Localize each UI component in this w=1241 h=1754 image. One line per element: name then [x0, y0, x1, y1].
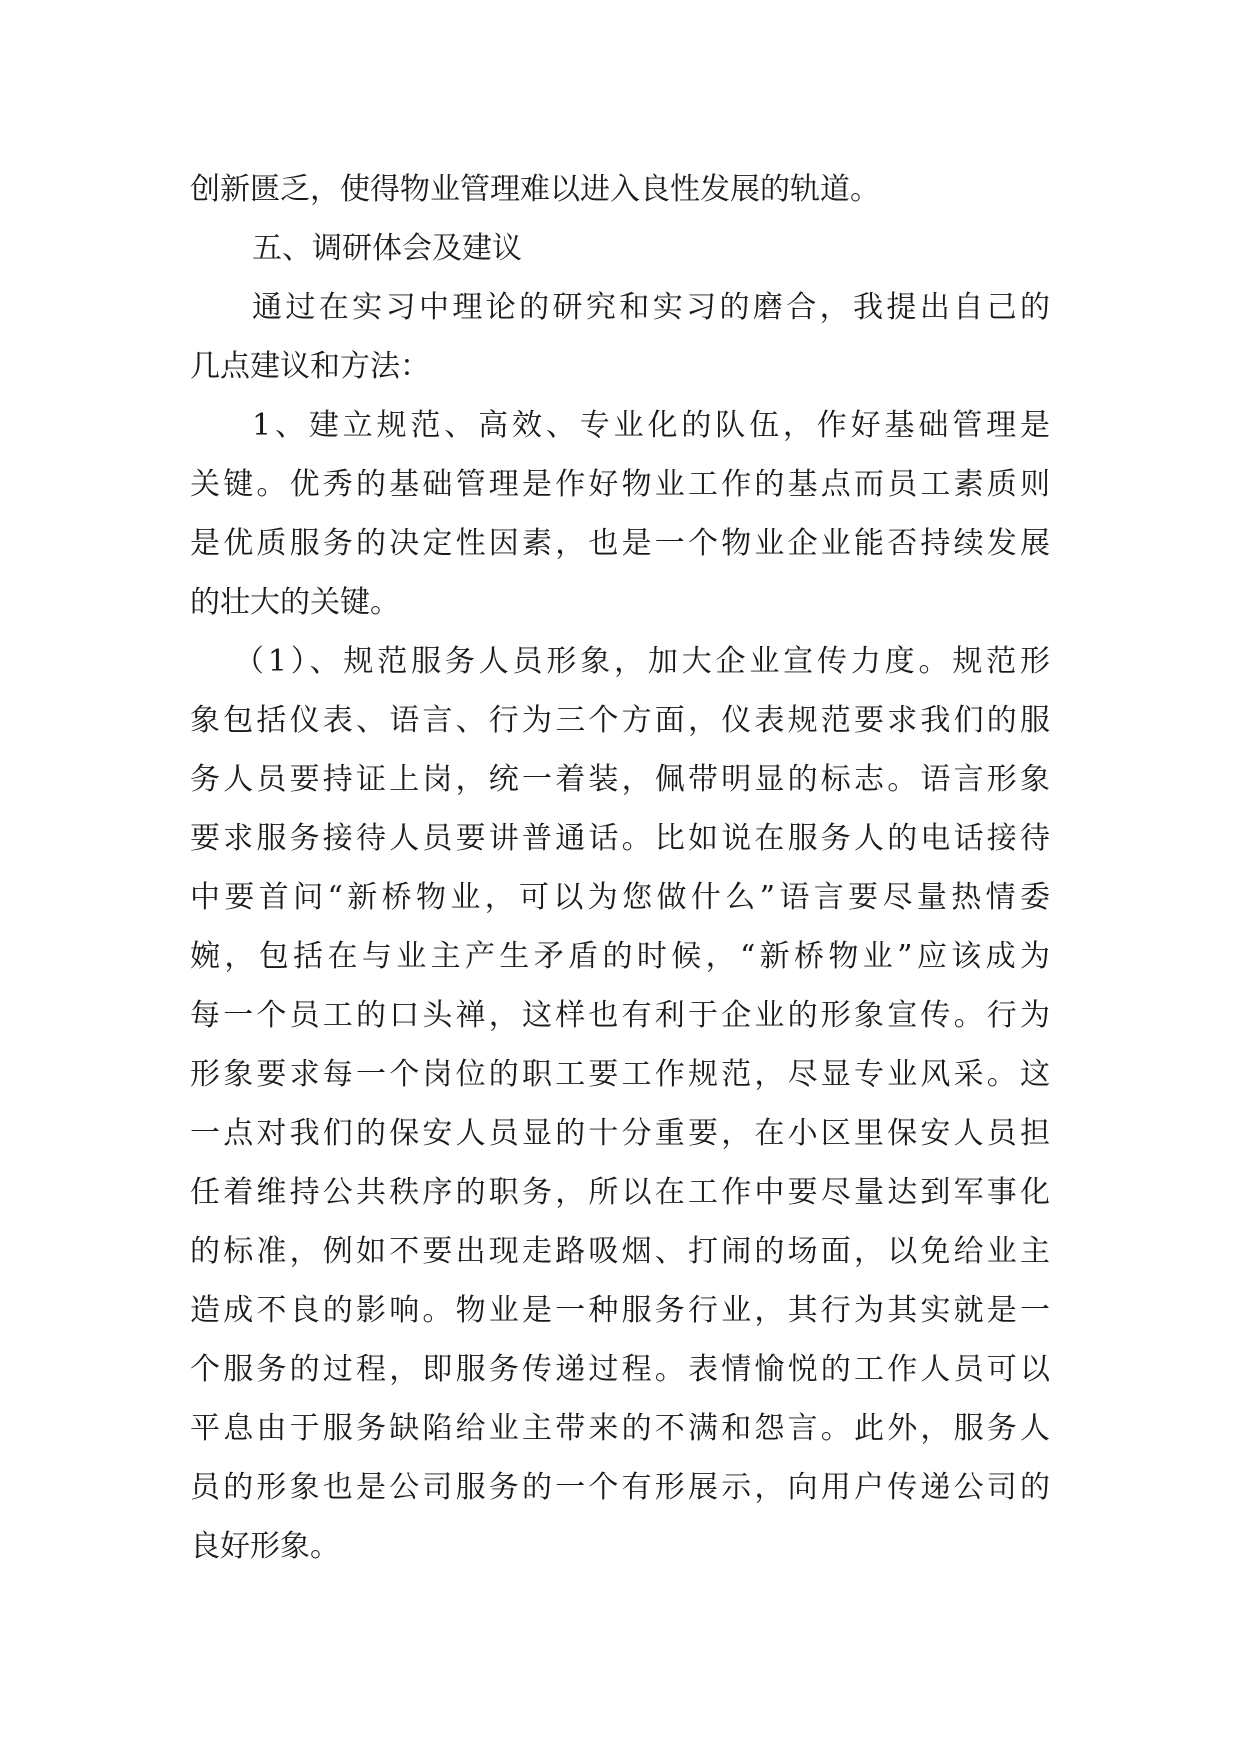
- text-line: 的壮大的关键。: [190, 585, 400, 620]
- text-line: 一点对我们的保安人员显的十分重要，在小区里保安人员担: [190, 1116, 1050, 1151]
- text-line: 中要首问“新桥物业，可以为您做什么”语言要尽量热情委: [190, 880, 1050, 915]
- text-line: 形象要求每一个岗位的职工要工作规范，尽显专业风采。这: [190, 1057, 1050, 1092]
- text-line: 通过在实习中理论的研究和实习的磨合，我提出自己的: [252, 290, 1050, 325]
- text-line: 关键。优秀的基础管理是作好物业工作的基点而员工素质则: [190, 467, 1050, 502]
- text-line: 任着维持公共秩序的职务，所以在工作中要尽量达到军事化: [190, 1175, 1050, 1210]
- text-line: 平息由于服务缺陷给业主带来的不满和怨言。此外，服务人: [190, 1411, 1050, 1446]
- text-line: 要求服务接待人员要讲普通话。比如说在服务人的电话接待: [190, 821, 1050, 856]
- text-line: 良好形象。: [190, 1529, 340, 1564]
- section-heading: 五、调研体会及建议: [252, 231, 522, 266]
- text-line: 造成不良的影响。物业是一种服务行业，其行为其实就是一: [190, 1293, 1050, 1328]
- text-line: 婉，包括在与业主产生矛盾的时候，“新桥物业”应该成为: [190, 939, 1050, 974]
- text-line: 象包括仪表、语言、行为三个方面，仪表规范要求我们的服: [190, 703, 1050, 738]
- text-line: 的标准，例如不要出现走路吸烟、打闹的场面，以免给业主: [190, 1234, 1050, 1269]
- text-line: 1、建立规范、高效、专业化的队伍，作好基础管理是: [252, 408, 1050, 443]
- text-line: 务人员要持证上岗，统一着装，佩带明显的标志。语言形象: [190, 762, 1050, 797]
- text-line: 创新匮乏，使得物业管理难以进入良性发展的轨道。: [190, 172, 880, 207]
- text-line: 个服务的过程，即服务传递过程。表情愉悦的工作人员可以: [190, 1352, 1050, 1387]
- text-line: （1）、规范服务人员形象，加大企业宣传力度。规范形: [234, 644, 1050, 679]
- text-line: 几点建议和方法：: [190, 349, 430, 384]
- body-text: [190, 160, 1050, 1576]
- text-line: 员的形象也是公司服务的一个有形展示，向用户传递公司的: [190, 1470, 1050, 1505]
- text-line: 是优质服务的决定性因素，也是一个物业企业能否持续发展: [190, 526, 1050, 561]
- text-line: 每一个员工的口头禅，这样也有利于企业的形象宣传。行为: [190, 998, 1050, 1033]
